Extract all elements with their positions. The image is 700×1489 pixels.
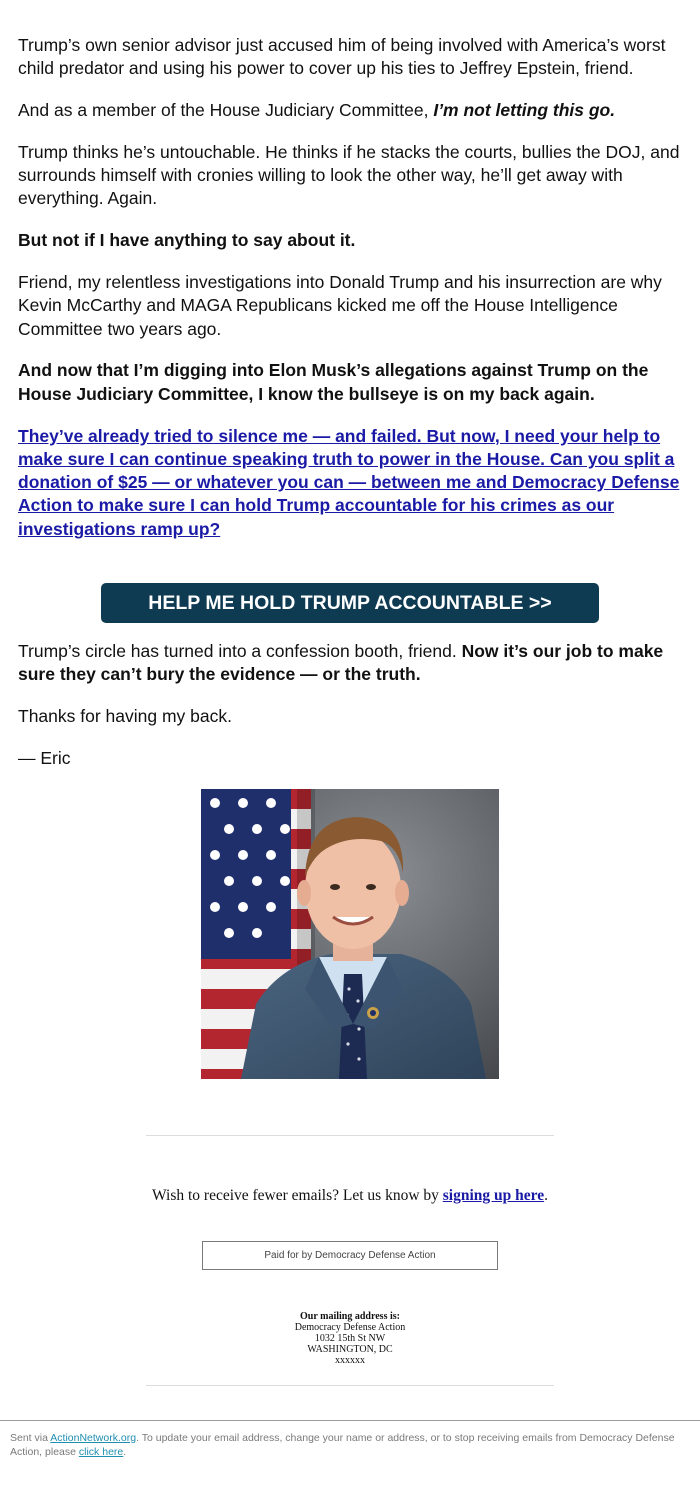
- action-network-link[interactable]: ActionNetwork.org: [50, 1432, 137, 1444]
- signing-up-link[interactable]: signing up here: [442, 1187, 545, 1204]
- fewer-emails-suffix: .: [544, 1187, 548, 1204]
- paragraph-4: [18, 229, 684, 252]
- paragraph-2: [18, 99, 684, 122]
- signoff: — Eric: [18, 747, 71, 768]
- divider-bottom: [146, 1385, 554, 1386]
- paragraph-8-text: Trump’s circle has turned into a confession booth, friend.: [18, 641, 462, 661]
- paragraph-7: [18, 425, 684, 541]
- footer-suffix: .: [123, 1445, 127, 1458]
- email-body: [18, 34, 684, 560]
- paragraph-8-bold: Now it’s our job to make sure they can’t bury the evidence — or the truth.: [18, 641, 664, 685]
- hold-trump-accountable-button[interactable]: HELP ME HOLD TRUMP ACCOUNTABLE >>: [101, 583, 599, 623]
- footer: [0, 1420, 700, 1489]
- cta-button-container: [101, 583, 599, 623]
- paragraph-9: Thanks for having my back.: [18, 706, 232, 727]
- paragraph-2-emphasis: I’m not letting this go.: [433, 100, 616, 121]
- mailing-address-title: Our mailing address is:: [300, 1311, 400, 1322]
- paragraph-3: Trump thinks he’s untouchable. He thinks if he stacks the courts, bullies the DOJ, and surrounds himself with cronies willing to look the other way, he’ll get away with everything. Again.: [18, 141, 680, 209]
- footer-middle: . To update your email address, change your name or address, or to stop receiving emails from Democracy Defense Action, please: [10, 1432, 675, 1458]
- paid-for-disclaimer: Paid for by Democracy Defense Action: [202, 1241, 498, 1270]
- mailing-address-org: Democracy Defense Action: [294, 1322, 406, 1333]
- paragraph-6-bold: And now that I’m digging into Elon Musk’s allegations against Trump on the House Judiciary Committee, I know the bullseye is on my back again.: [18, 360, 649, 404]
- mailing-address-street: 1032 15th St NW: [314, 1333, 386, 1344]
- donation-link[interactable]: They’ve already tried to silence me — and failed. But now, I need your help to make sure I can continue speaking truth to power in the House. Can you split a donation of $25 — or whatever you can — between me and Democracy Defense Action to make sure I can hold Trump accountable for his crimes as our investigations ramp up?: [18, 425, 680, 539]
- footer-text: [10, 1432, 680, 1459]
- paragraph-5: Friend, my relentless investigations into Donald Trump and his insurrection are why Kevin McCarthy and MAGA Republicans kicked me off the House Intelligence Committee two years ago.: [18, 272, 662, 339]
- paragraph-2-text: And as a member of the House Judiciary Committee,: [18, 100, 434, 121]
- paragraph-1: Trump’s own senior advisor just accused him of being involved with America’s worst child predator and using his power to cover up his ties to Jeffrey Epstein, friend.: [18, 35, 666, 79]
- paragraph-6: [18, 359, 684, 406]
- mailing-address: [0, 1311, 700, 1366]
- fewer-emails-text: Wish to receive fewer emails? Let us know by: [152, 1187, 443, 1204]
- paragraph-8: [18, 640, 684, 687]
- email-closing: [18, 640, 684, 789]
- unsubscribe-link[interactable]: click here: [78, 1445, 124, 1458]
- portrait-photo: [201, 789, 499, 1079]
- mailing-address-city: WASHINGTON, DC: [307, 1344, 393, 1355]
- divider-top: [146, 1135, 554, 1136]
- footer-prefix: Sent via: [10, 1432, 51, 1444]
- mailing-address-zip: xxxxxx: [335, 1355, 365, 1366]
- paragraph-4-bold: But not if I have anything to say about it.: [18, 230, 356, 251]
- portrait-illustration: [201, 789, 499, 1079]
- fewer-emails-line: [0, 1187, 700, 1205]
